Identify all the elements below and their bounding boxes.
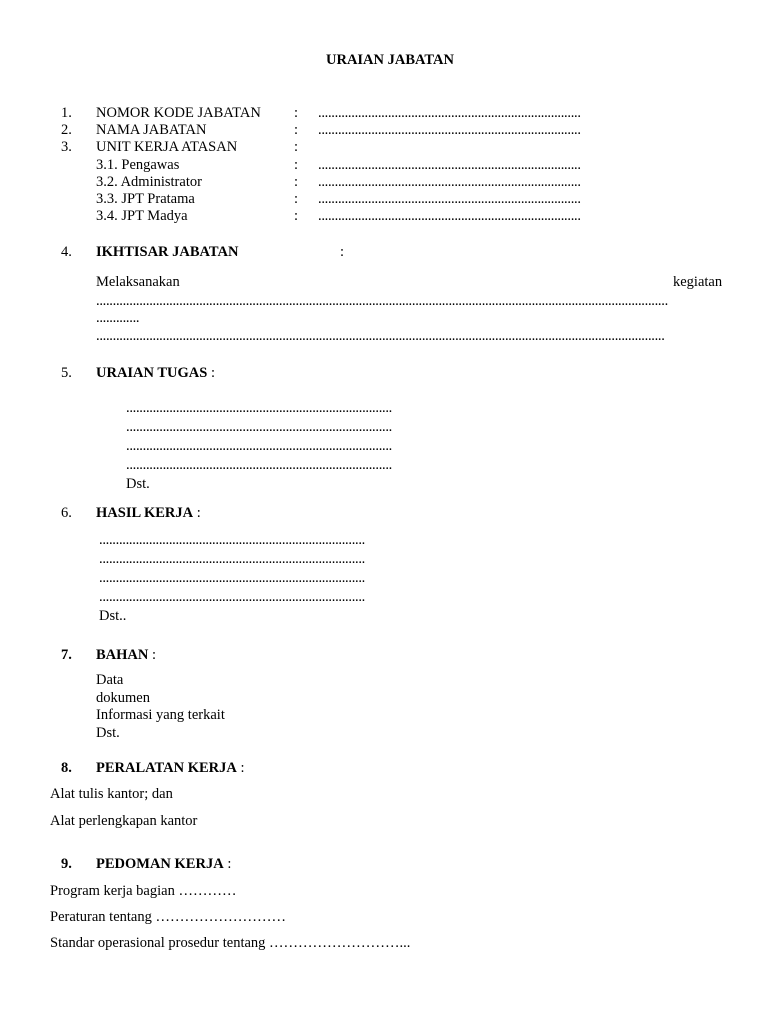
section-8-title: [96, 760, 245, 777]
result-dotted-line-1[interactable]: ................................................................................: [99, 532, 366, 548]
section-6-number: 6.: [61, 505, 72, 521]
section-2-number: 2.: [61, 122, 72, 138]
section-7-number: 7.: [61, 647, 72, 663]
sub-item-administrator-colon: :: [294, 174, 299, 190]
section-5-colon: :: [207, 365, 215, 381]
equipment-item-alat-tulis: Alat tulis kantor; dan: [50, 786, 173, 802]
section-9-heading: PEDOMAN KERJA: [96, 856, 224, 872]
sub-item-jpt-pratama-label: 3.3. JPT Pratama: [96, 191, 195, 207]
section-9-number: 9.: [61, 856, 72, 872]
sub-item-pengawas-field[interactable]: ...............................................................................: [318, 157, 581, 173]
guideline-item-program-kerja: Program kerja bagian …………: [50, 883, 237, 899]
document-title: URAIAN JABATAN: [326, 52, 454, 68]
material-item-data: Data: [96, 672, 124, 688]
sub-item-jpt-madya-colon: :: [294, 208, 299, 224]
sub-item-jpt-madya-field[interactable]: ...............................................................................: [318, 208, 581, 224]
section-5-number: 5.: [61, 365, 72, 381]
result-dotted-line-4[interactable]: ................................................................................: [99, 589, 366, 605]
section-4-heading: IKHTISAR JABATAN: [96, 244, 239, 260]
result-dotted-line-3[interactable]: ................................................................................: [99, 570, 366, 586]
section-2-value-field[interactable]: ...............................................................................: [318, 122, 581, 138]
task-dotted-line-1[interactable]: ................................................................................: [126, 400, 393, 416]
sub-item-administrator-label: 3.2. Administrator: [96, 174, 202, 190]
result-dotted-line-2[interactable]: ................................................................................: [99, 551, 366, 567]
sub-item-administrator-field[interactable]: ...............................................................................: [318, 174, 581, 190]
section-9-title: [96, 856, 231, 873]
section-8-heading: PERALATAN KERJA: [96, 760, 237, 776]
section-4-number: 4.: [61, 244, 72, 260]
summary-dotted-line-2[interactable]: .............: [96, 310, 140, 326]
section-1-number: 1.: [61, 105, 72, 121]
material-item-dokumen: dokumen: [96, 690, 150, 706]
section-7-title: [96, 647, 156, 664]
sub-item-jpt-madya-label: 3.4. JPT Madya: [96, 208, 188, 224]
section-3-number: 3.: [61, 139, 72, 155]
task-dotted-line-2[interactable]: ................................................................................: [126, 419, 393, 435]
section-5-title: [96, 365, 215, 382]
material-item-informasi: Informasi yang terkait: [96, 707, 225, 723]
section-7-heading: BAHAN: [96, 647, 149, 663]
section-8-colon: :: [236, 760, 245, 776]
sub-item-pengawas-label: 3.1. Pengawas: [96, 157, 180, 173]
guideline-item-peraturan: Peraturan tentang ………………………: [50, 909, 286, 925]
guideline-item-sop: Standar operasional prosedur tentang ………………………...: [50, 935, 411, 951]
section-8-number: 8.: [61, 760, 72, 776]
sub-item-jpt-pratama-colon: :: [294, 191, 299, 207]
summary-word-melaksanakan: Melaksanakan: [96, 274, 180, 290]
summary-word-kegiatan: kegiatan: [673, 274, 723, 290]
material-item-dst: Dst.: [96, 725, 120, 741]
equipment-item-alat-perlengkapan: Alat perlengkapan kantor: [50, 813, 198, 829]
sub-item-jpt-pratama-field[interactable]: ...............................................................................: [318, 191, 581, 207]
section-6-title: [96, 505, 201, 522]
section-3-label: UNIT KERJA ATASAN: [96, 139, 238, 155]
section-1-value-field[interactable]: ...............................................................................: [318, 105, 581, 121]
section-6-heading: HASIL KERJA: [96, 505, 194, 521]
task-dst: Dst.: [126, 476, 150, 492]
section-3-colon: :: [294, 139, 299, 155]
summary-dotted-line-3[interactable]: ...........................................................................................................................................................................: [96, 328, 665, 344]
task-dotted-line-4[interactable]: ................................................................................: [126, 457, 393, 473]
sub-item-pengawas-colon: :: [294, 157, 299, 173]
summary-dotted-line-1[interactable]: ............................................................................................................................................................................: [96, 293, 668, 309]
section-1-colon: :: [294, 105, 299, 121]
section-9-colon: :: [223, 856, 232, 872]
task-dotted-line-3[interactable]: ................................................................................: [126, 438, 393, 454]
section-2-label: NAMA JABATAN: [96, 122, 207, 138]
section-5-heading: URAIAN TUGAS: [96, 365, 208, 381]
section-6-colon: :: [193, 505, 201, 521]
section-4-colon: :: [340, 244, 345, 260]
result-dst: Dst..: [99, 608, 127, 624]
section-7-colon: :: [148, 647, 157, 663]
section-1-label: NOMOR KODE JABATAN: [96, 105, 261, 121]
section-2-colon: :: [294, 122, 299, 138]
